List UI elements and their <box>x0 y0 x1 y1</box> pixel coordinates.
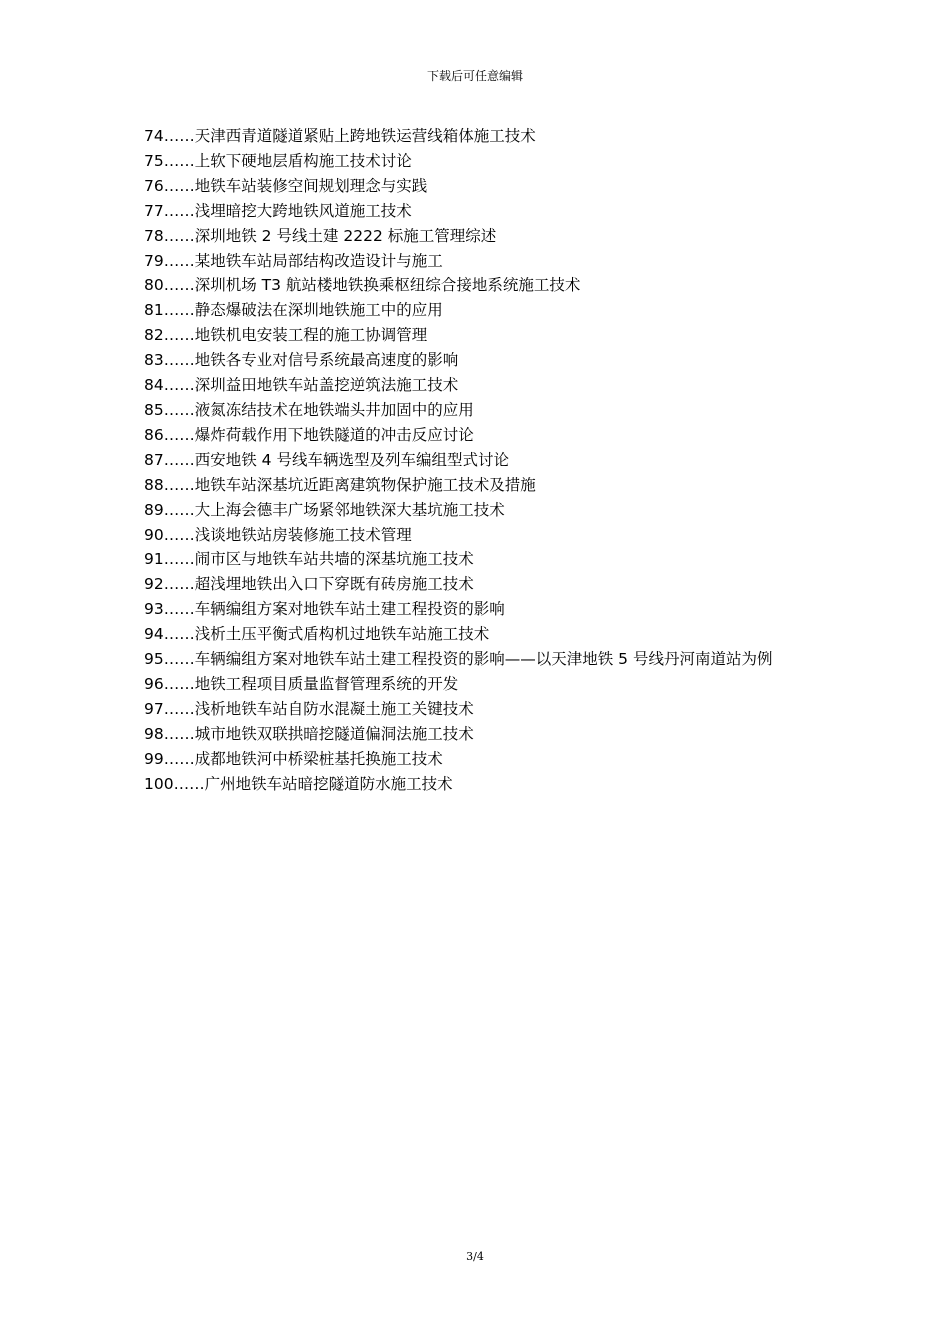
toc-item-93: 93……车辆编组方案对地铁车站土建工程投资的影响 <box>144 600 505 619</box>
toc-item-84: 84……深圳益田地铁车站盖挖逆筑法施工技术 <box>144 376 459 395</box>
toc-item-86: 86……爆炸荷载作用下地铁隧道的冲击反应讨论 <box>144 425 474 444</box>
toc-item-89: 89……大上海会德丰广场紧邻地铁深大基坑施工技术 <box>144 500 505 519</box>
toc-item-92: 92……超浅埋地铁出入口下穿既有砖房施工技术 <box>144 575 474 594</box>
toc-item-76: 76……地铁车站装修空间规划理念与实践 <box>144 176 428 195</box>
toc-item-80: 80……深圳机场 T3 航站楼地铁换乘枢纽综合接地系统施工技术 <box>144 276 581 295</box>
toc-item-100: 100……广州地铁车站暗挖隧道防水施工技术 <box>144 774 453 793</box>
toc-item-78: 78……深圳地铁 2 号线土建 2222 标施工管理综述 <box>144 226 497 245</box>
toc-item-98: 98……城市地铁双联拱暗挖隧道偏洞法施工技术 <box>144 724 474 743</box>
toc-item-77: 77……浅埋暗挖大跨地铁风道施工技术 <box>144 201 412 220</box>
toc-item-99: 99……成都地铁河中桥梁桩基托换施工技术 <box>144 749 443 768</box>
toc-item-74: 74……天津西青道隧道紧贴上跨地铁运营线箱体施工技术 <box>144 127 536 145</box>
toc-item-75: 75……上软下硬地层盾构施工技术讨论 <box>144 151 412 170</box>
toc-item-97: 97……浅析地铁车站自防水混凝土施工关键技术 <box>144 699 474 718</box>
toc-list <box>144 124 812 796</box>
toc-item-90: 90……浅谈地铁站房装修施工技术管理 <box>144 525 412 544</box>
toc-item-88: 88……地铁车站深基坑近距离建筑物保护施工技术及措施 <box>144 475 536 494</box>
toc-item-95: 95……车辆编组方案对地铁车站土建工程投资的影响——以天津地铁 5 号线丹河南道站为例 <box>144 650 773 669</box>
toc-item-96: 96……地铁工程项目质量监督管理系统的开发 <box>144 674 459 693</box>
toc-item-79: 79……某地铁车站局部结构改造设计与施工 <box>144 251 443 270</box>
toc-item-83: 83……地铁各专业对信号系统最高速度的影响 <box>144 351 459 370</box>
toc-item-82: 82……地铁机电安装工程的施工协调管理 <box>144 326 428 345</box>
toc-item-85: 85……液氮冻结技术在地铁端头井加固中的应用 <box>144 400 474 419</box>
toc-item-94: 94……浅析土压平衡式盾构机过地铁车站施工技术 <box>144 625 490 644</box>
page-header: 下载后可任意编辑 <box>426 69 523 83</box>
page-number: 3/4 <box>466 1250 484 1263</box>
toc-item-87: 87……西安地铁 4 号线车辆选型及列车编组型式讨论 <box>144 450 509 469</box>
toc-item-91: 91……闹市区与地铁车站共墙的深基坑施工技术 <box>144 550 474 569</box>
toc-item-81: 81……静态爆破法在深圳地铁施工中的应用 <box>144 301 443 320</box>
